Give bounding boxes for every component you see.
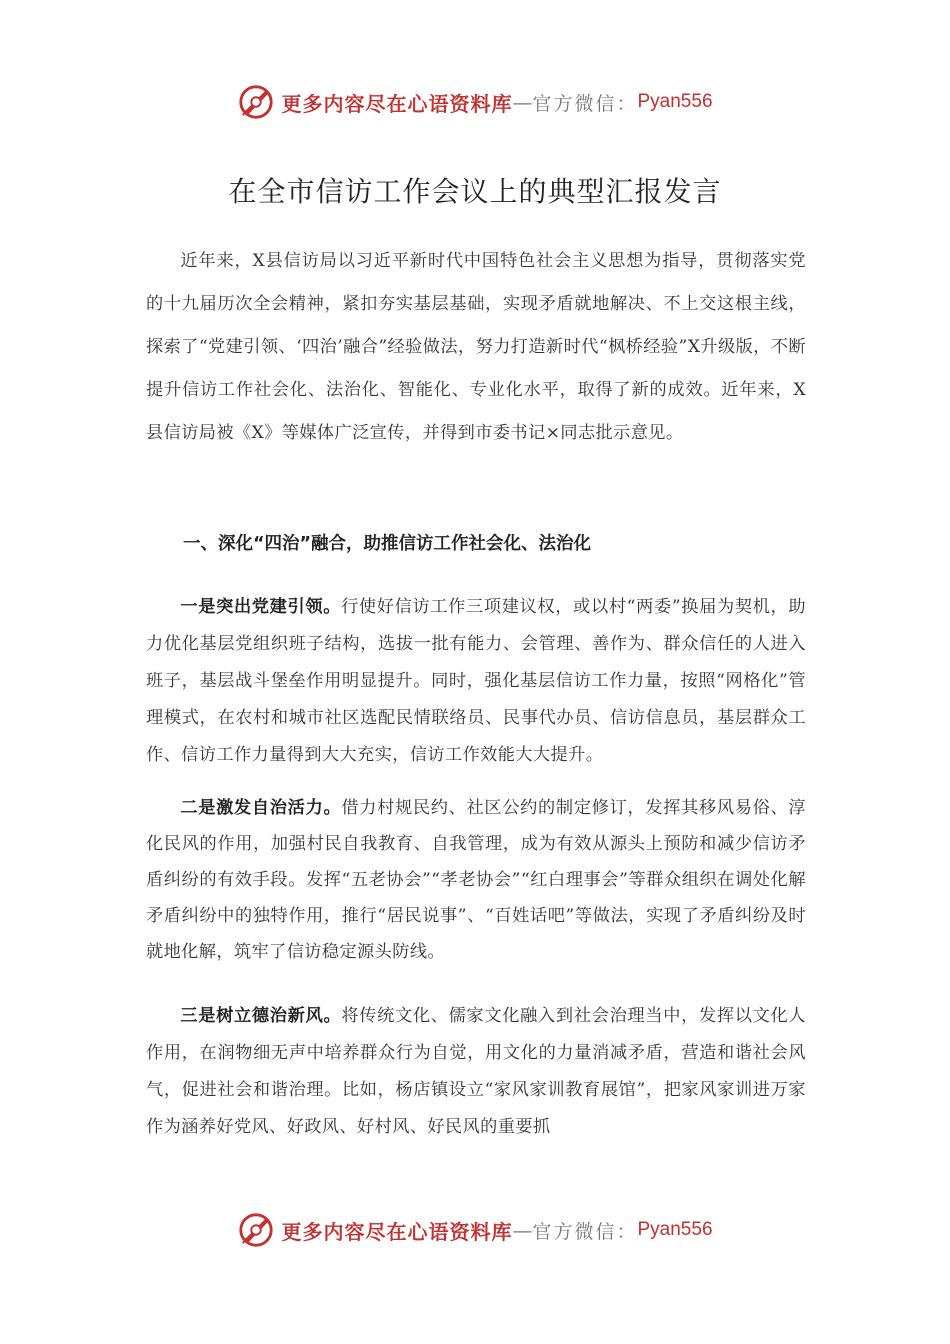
intro-paragraph: 近年来，X县信访局以习近平新时代中国特色社会主义思想为指导，贯彻落实党的十九届历次全会精神，紧扣夯实基层基础，实现矛盾就地解决、不上交这根主线，探索了“党建引领、‘四治’融合”经验做法，努力打造新时代“枫桥经验”X升级版，不断提升信访工作社会化、法治化、智能化、专业化水平，取得了新的成效。近年来，X县信访局被《X》等媒体广泛宣传，并得到市委书记×同志批示意见。 bbox=[146, 251, 806, 443]
paragraph-body: 行使好信访工作三项建议权，或以村“两委”换届为契机，助力优化基层党组织班子结构，选拔一批有能力、会管理、善作为、群众信任的人进入班子，基层战斗堡垒作用明显提升。同时，强化基层信访工作力量，按照“网格化”管理模式，在农村和城市社区选配民情联络员、民事代办员、信访信息员，基层群众工作、信访工作力量得到大大充实，信访工作效能大大提升。 bbox=[146, 597, 806, 765]
paragraph-body: 将传统文化、儒家文化融入到社会治理当中，发挥以文化人作用，在润物细无声中培养群众行为自觉，用文化的力量消减矛盾，营造和谐社会风气，促进社会和谐治理。比如，杨店镇设立“家风家训教育展馆”，把家风家训进万家作为涵养好党风、好政风、好村风、好民风的重要抓 bbox=[146, 1006, 806, 1137]
paragraph-lead: 二是激发自治活力。 bbox=[180, 798, 342, 818]
paragraph-party-building bbox=[146, 589, 806, 774]
banner-wechat-handle: Pyan556 bbox=[637, 1219, 713, 1240]
banner-separator: — bbox=[512, 1218, 533, 1242]
banner-wechat-handle: Pyan556 bbox=[637, 91, 713, 112]
section-heading: 一、深化“四治”融合，助推信访工作社会化、法治化 bbox=[183, 534, 592, 554]
document-title: 在全市信访工作会议上的典型汇报发言 bbox=[228, 175, 722, 208]
banner-label: 官方微信： bbox=[532, 1220, 638, 1243]
banner-main-text: 更多内容尽在心语资料库 bbox=[281, 91, 513, 116]
paragraph-lead: 三是树立德治新风。 bbox=[180, 1006, 342, 1026]
quill-logo-icon bbox=[237, 1211, 275, 1249]
footer-banner bbox=[0, 1210, 950, 1250]
paragraph-lead: 一是突出党建引领。 bbox=[180, 597, 342, 617]
banner-separator: — bbox=[512, 90, 533, 114]
paragraph-body: 借力村规民约、社区公约的制定修订，发挥其移风易俗、淳化民风的作用，加强村民自我教育、自我管理，成为有效从源头上预防和减少信访矛盾纠纷的有效手段。发挥“五老协会”“孝老协会”“红白理事会”等群众组织在调处化解矛盾纠纷中的独特作用，推行“居民说事”、“百姓话吧”等做法，实现了矛盾纠纷及时就地化解，筑牢了信访稳定源头防线。 bbox=[146, 798, 806, 962]
paragraph-moral-governance bbox=[146, 998, 806, 1146]
header-banner bbox=[0, 82, 950, 122]
banner-label: 官方微信： bbox=[532, 92, 638, 115]
quill-logo-icon bbox=[237, 83, 275, 121]
banner-main-text: 更多内容尽在心语资料库 bbox=[281, 1219, 513, 1244]
paragraph-self-governance bbox=[146, 790, 806, 970]
